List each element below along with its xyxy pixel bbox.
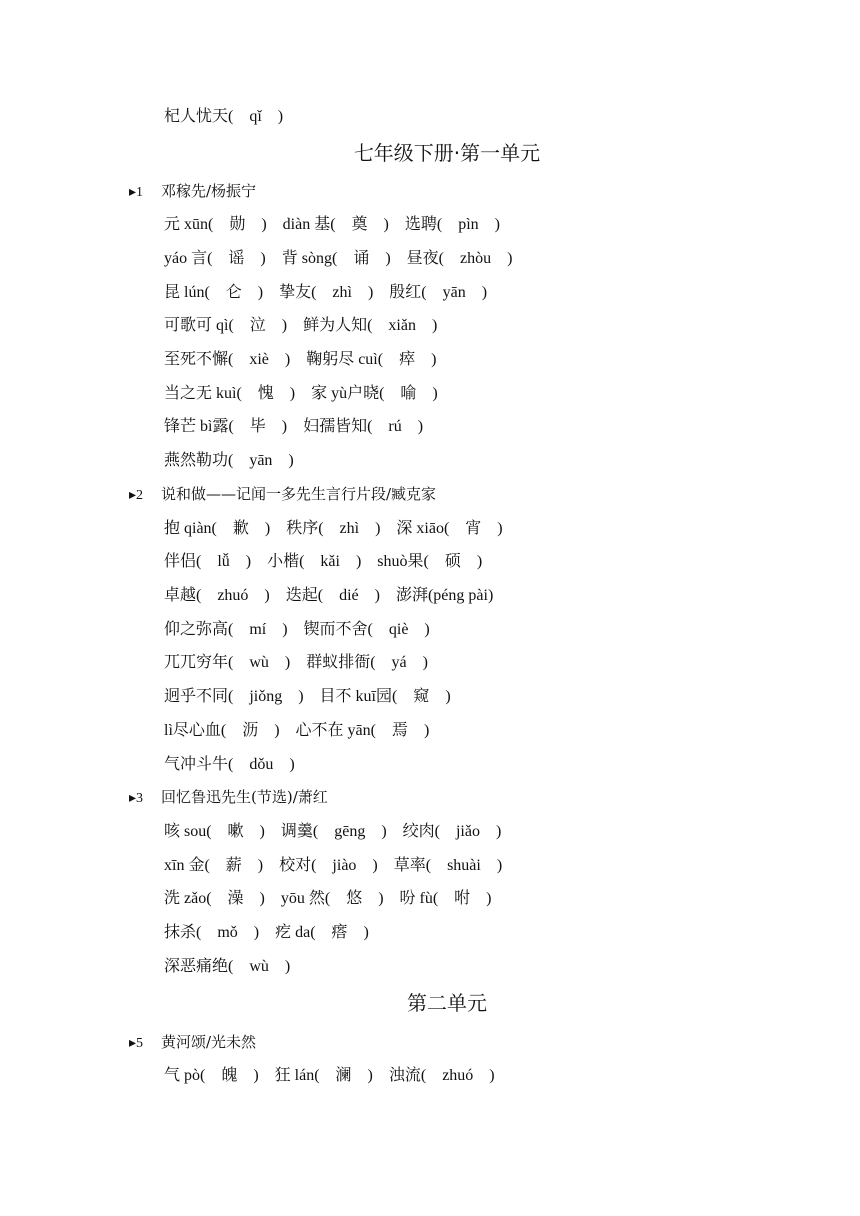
lesson-title: 邓稼先/杨振宁: [161, 182, 257, 200]
lesson-heading: [129, 484, 436, 506]
vocab-line: 可歌可 qì( 泣 ) 鲜为人知( xiǎn ): [164, 317, 438, 334]
vocab-line: 气 pò( 魄 ) 狂 lán( 澜 ) 浊流( zhuó ): [164, 1067, 495, 1084]
lesson-title: 黄河颂/光未然: [161, 1033, 257, 1051]
vocab-line: 伴侣( lǚ ) 小楷( kǎi ) shuò果( 硕 ): [164, 553, 483, 570]
vocab-line: 洗 zǎo( 澡 ) yōu 然( 悠 ) 吩 fù( 咐 ): [164, 890, 492, 907]
lesson-number: ▸5: [129, 1036, 144, 1051]
lesson-number: ▸2: [129, 488, 144, 503]
vocab-line: lì尽心血( 沥 ) 心不在 yān( 焉 ): [164, 722, 430, 739]
lesson-heading: [129, 181, 256, 203]
vocab-line: 迥乎不同( jiǒng ) 目不 kuī园( 窥 ): [164, 688, 451, 705]
vocab-line: xīn 金( 薪 ) 校对( jiào ) 草率( shuài ): [164, 857, 503, 874]
lesson-heading: [129, 1032, 256, 1054]
section-title: 七年级下册·第一单元: [353, 141, 541, 165]
vocab-line: 锋芒 bì露( 毕 ) 妇孺皆知( rú ): [164, 418, 424, 435]
vocab-line: 元 xūn( 勋 ) diàn 基( 奠 ) 选聘( pìn ): [164, 216, 500, 233]
section-title: 第二单元: [407, 991, 487, 1015]
vocab-line: 气冲斗牛( dǒu ): [164, 756, 295, 773]
vocab-line: 昆 lún( 仑 ) 挚友( zhì ) 殷红( yān ): [164, 284, 488, 301]
lesson-heading: [129, 787, 328, 809]
vocab-line: 抹杀( mǒ ) 疙 da( 瘩 ): [164, 924, 369, 941]
lesson-number: ▸1: [129, 185, 144, 200]
lesson-title: 说和做——记闻一多先生言行片段/臧克家: [161, 485, 437, 503]
vocab-line: 至死不懈( xiè ) 鞠躬尽 cuì( 瘁 ): [164, 351, 437, 368]
lesson-number: ▸3: [129, 791, 144, 806]
vocab-line: 杞人忧天( qǐ ): [164, 108, 284, 125]
lesson-title: 回忆鲁迅先生(节选)/萧红: [161, 788, 328, 806]
vocab-line: 卓越( zhuó ) 迭起( dié ) 澎湃(péng pài): [164, 587, 494, 604]
vocab-line: 抱 qiàn( 歉 ) 秩序( zhì ) 深 xiāo( 宵 ): [164, 520, 503, 537]
vocab-line: yáo 言( 谣 ) 背 sòng( 诵 ) 昼夜( zhòu ): [164, 250, 513, 267]
vocab-line: 当之无 kuì( 愧 ) 家 yù户晓( 喻 ): [164, 385, 438, 402]
vocab-line: 咳 sou( 嗽 ) 调羹( gēng ) 绞肉( jiǎo ): [164, 823, 502, 840]
vocab-line: 兀兀穷年( wù ) 群蚁排衙( yá ): [164, 654, 428, 671]
vocab-line: 深恶痛绝( wù ): [164, 958, 291, 975]
vocab-line: 燕然勒功( yān ): [164, 452, 294, 469]
vocab-line: 仰之弥高( mí ) 锲而不舍( qiè ): [164, 621, 430, 638]
